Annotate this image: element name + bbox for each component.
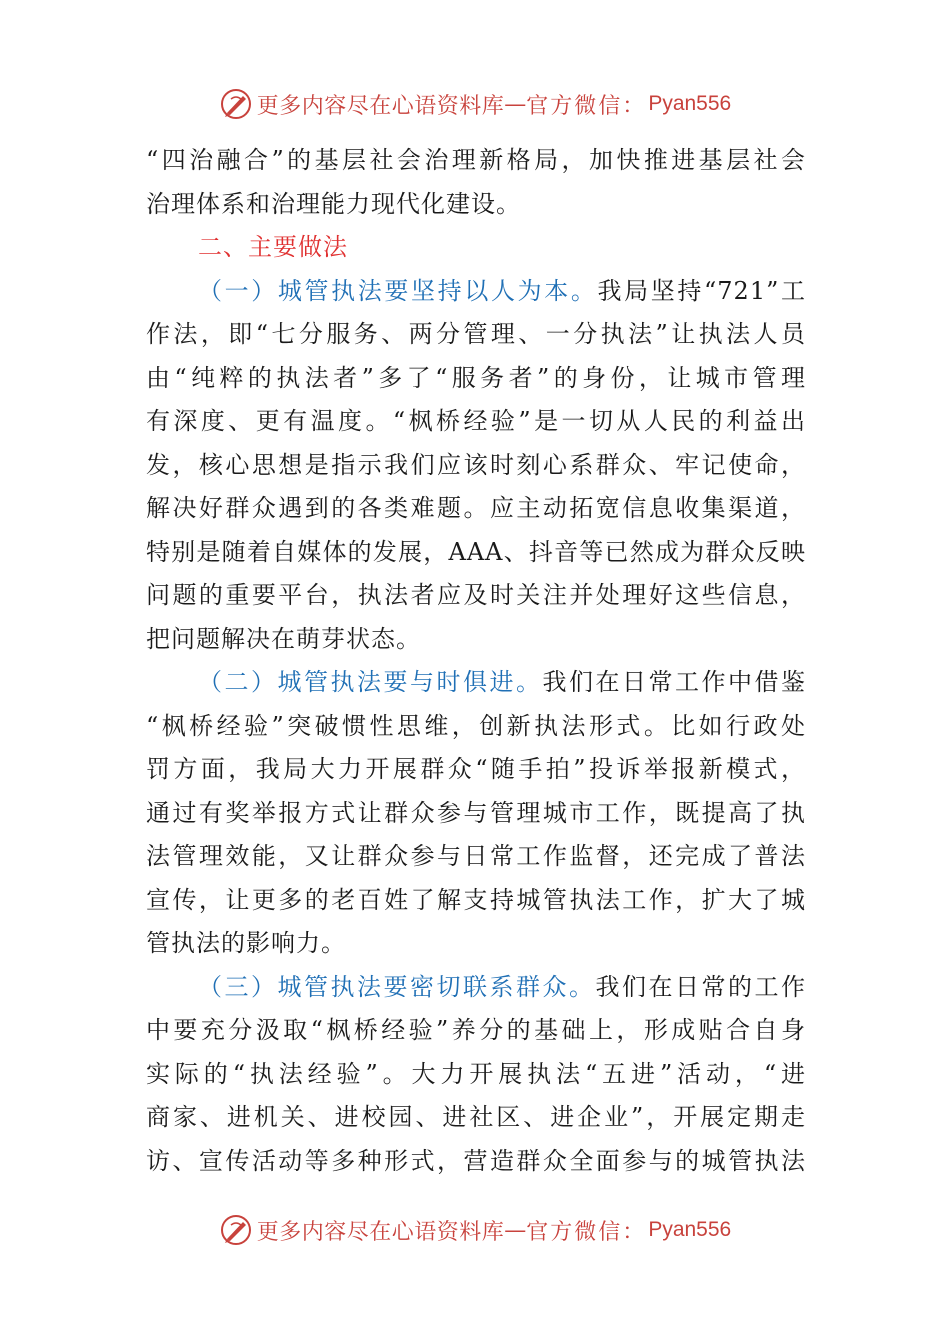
text-line: 管执法的影响力。 bbox=[146, 929, 346, 957]
text-line: 治理体系和治理能力现代化建设。 bbox=[146, 189, 521, 218]
text-line: 解决好群众遇到的各类难题。应主动拓宽信息收集渠道， bbox=[146, 494, 806, 522]
footer-banner bbox=[0, 1210, 950, 1250]
text-run: 我们在日常的工作 bbox=[595, 972, 806, 1001]
subsection-heading: （三）城管执法要密切联系群众。 bbox=[198, 972, 596, 1001]
text-line: “四治融合”的基层社会治理新格局，加快推进基层社会 bbox=[146, 146, 806, 174]
text-line: 实际的“执法经验”。大力开展执法“五进”活动，“进 bbox=[146, 1059, 806, 1088]
subsection-heading: （一）城管执法要坚持以人为本。 bbox=[198, 276, 598, 305]
banner-wechat-label: 官方微信： bbox=[526, 1219, 647, 1245]
paragraph-first-line bbox=[146, 966, 806, 1010]
text-line: 问题的重要平台，执法者应及时关注并处理好这些信息， bbox=[146, 581, 806, 609]
text-line: 宣传，让更多的老百姓了解支持城管执法工作，扩大了城 bbox=[146, 885, 806, 914]
banner-dash: — bbox=[504, 91, 527, 117]
paragraph-first-line bbox=[146, 270, 806, 314]
text-line: 中要充分汲取“枫桥经验”养分的基础上，形成贴合自身 bbox=[146, 1016, 806, 1044]
text-line: 有深度、更有温度。“枫桥经验”是一切从人民的利益出 bbox=[146, 407, 806, 435]
pen-logo-icon bbox=[219, 87, 253, 121]
banner-dash: — bbox=[504, 1217, 527, 1243]
text-line: 作法，即“七分服务、两分管理、一分执法”让执法人员 bbox=[146, 320, 806, 348]
text-line: 通过有奖举报方式让群众参与管理城市工作，既提高了执 bbox=[146, 798, 806, 827]
document-body bbox=[146, 139, 806, 1183]
text-run: 我局坚持“721”工 bbox=[597, 276, 806, 305]
text-line: 特别是随着自媒体的发展，AAA、抖音等已然成为群众反映 bbox=[146, 537, 806, 566]
banner-wechat-label: 官方微信： bbox=[526, 93, 647, 119]
text-line: 把问题解决在萌芽状态。 bbox=[146, 624, 421, 653]
text-line: 访、宣传活动等多种形式，营造群众全面参与的城管执法 bbox=[146, 1146, 806, 1175]
paragraph-first-line bbox=[146, 661, 806, 705]
header-banner bbox=[0, 84, 950, 124]
banner-wechat-id: Pyan556 bbox=[648, 1218, 732, 1241]
text-line: 发，核心思想是指示我们应该时刻心系群众、牢记使命， bbox=[146, 450, 806, 479]
text-line: “枫桥经验”突破惯性思维，创新执法形式。比如行政处 bbox=[146, 711, 806, 740]
section-title: 二、主要做法 bbox=[198, 233, 348, 261]
text-line: 法管理效能，又让群众参与日常工作监督，还完成了普法 bbox=[146, 842, 806, 870]
text-line: 罚方面，我局大力开展群众“随手拍”投诉举报新模式， bbox=[146, 755, 806, 783]
text-line: 商家、进机关、进校园、进社区、进企业”，开展定期走 bbox=[146, 1103, 806, 1131]
text-line: 由“纯粹的执法者”多了“服务者”的身份，让城市管理 bbox=[146, 363, 806, 392]
pen-logo-icon bbox=[219, 1213, 253, 1247]
banner-text: 更多内容尽在心语资料库 bbox=[256, 93, 505, 119]
text-run: 我们在日常工作中借鉴 bbox=[542, 668, 806, 696]
banner-wechat-id: Pyan556 bbox=[648, 92, 732, 115]
banner-text: 更多内容尽在心语资料库 bbox=[256, 1219, 505, 1245]
subsection-heading: （二）城管执法要与时俱进。 bbox=[198, 668, 543, 696]
